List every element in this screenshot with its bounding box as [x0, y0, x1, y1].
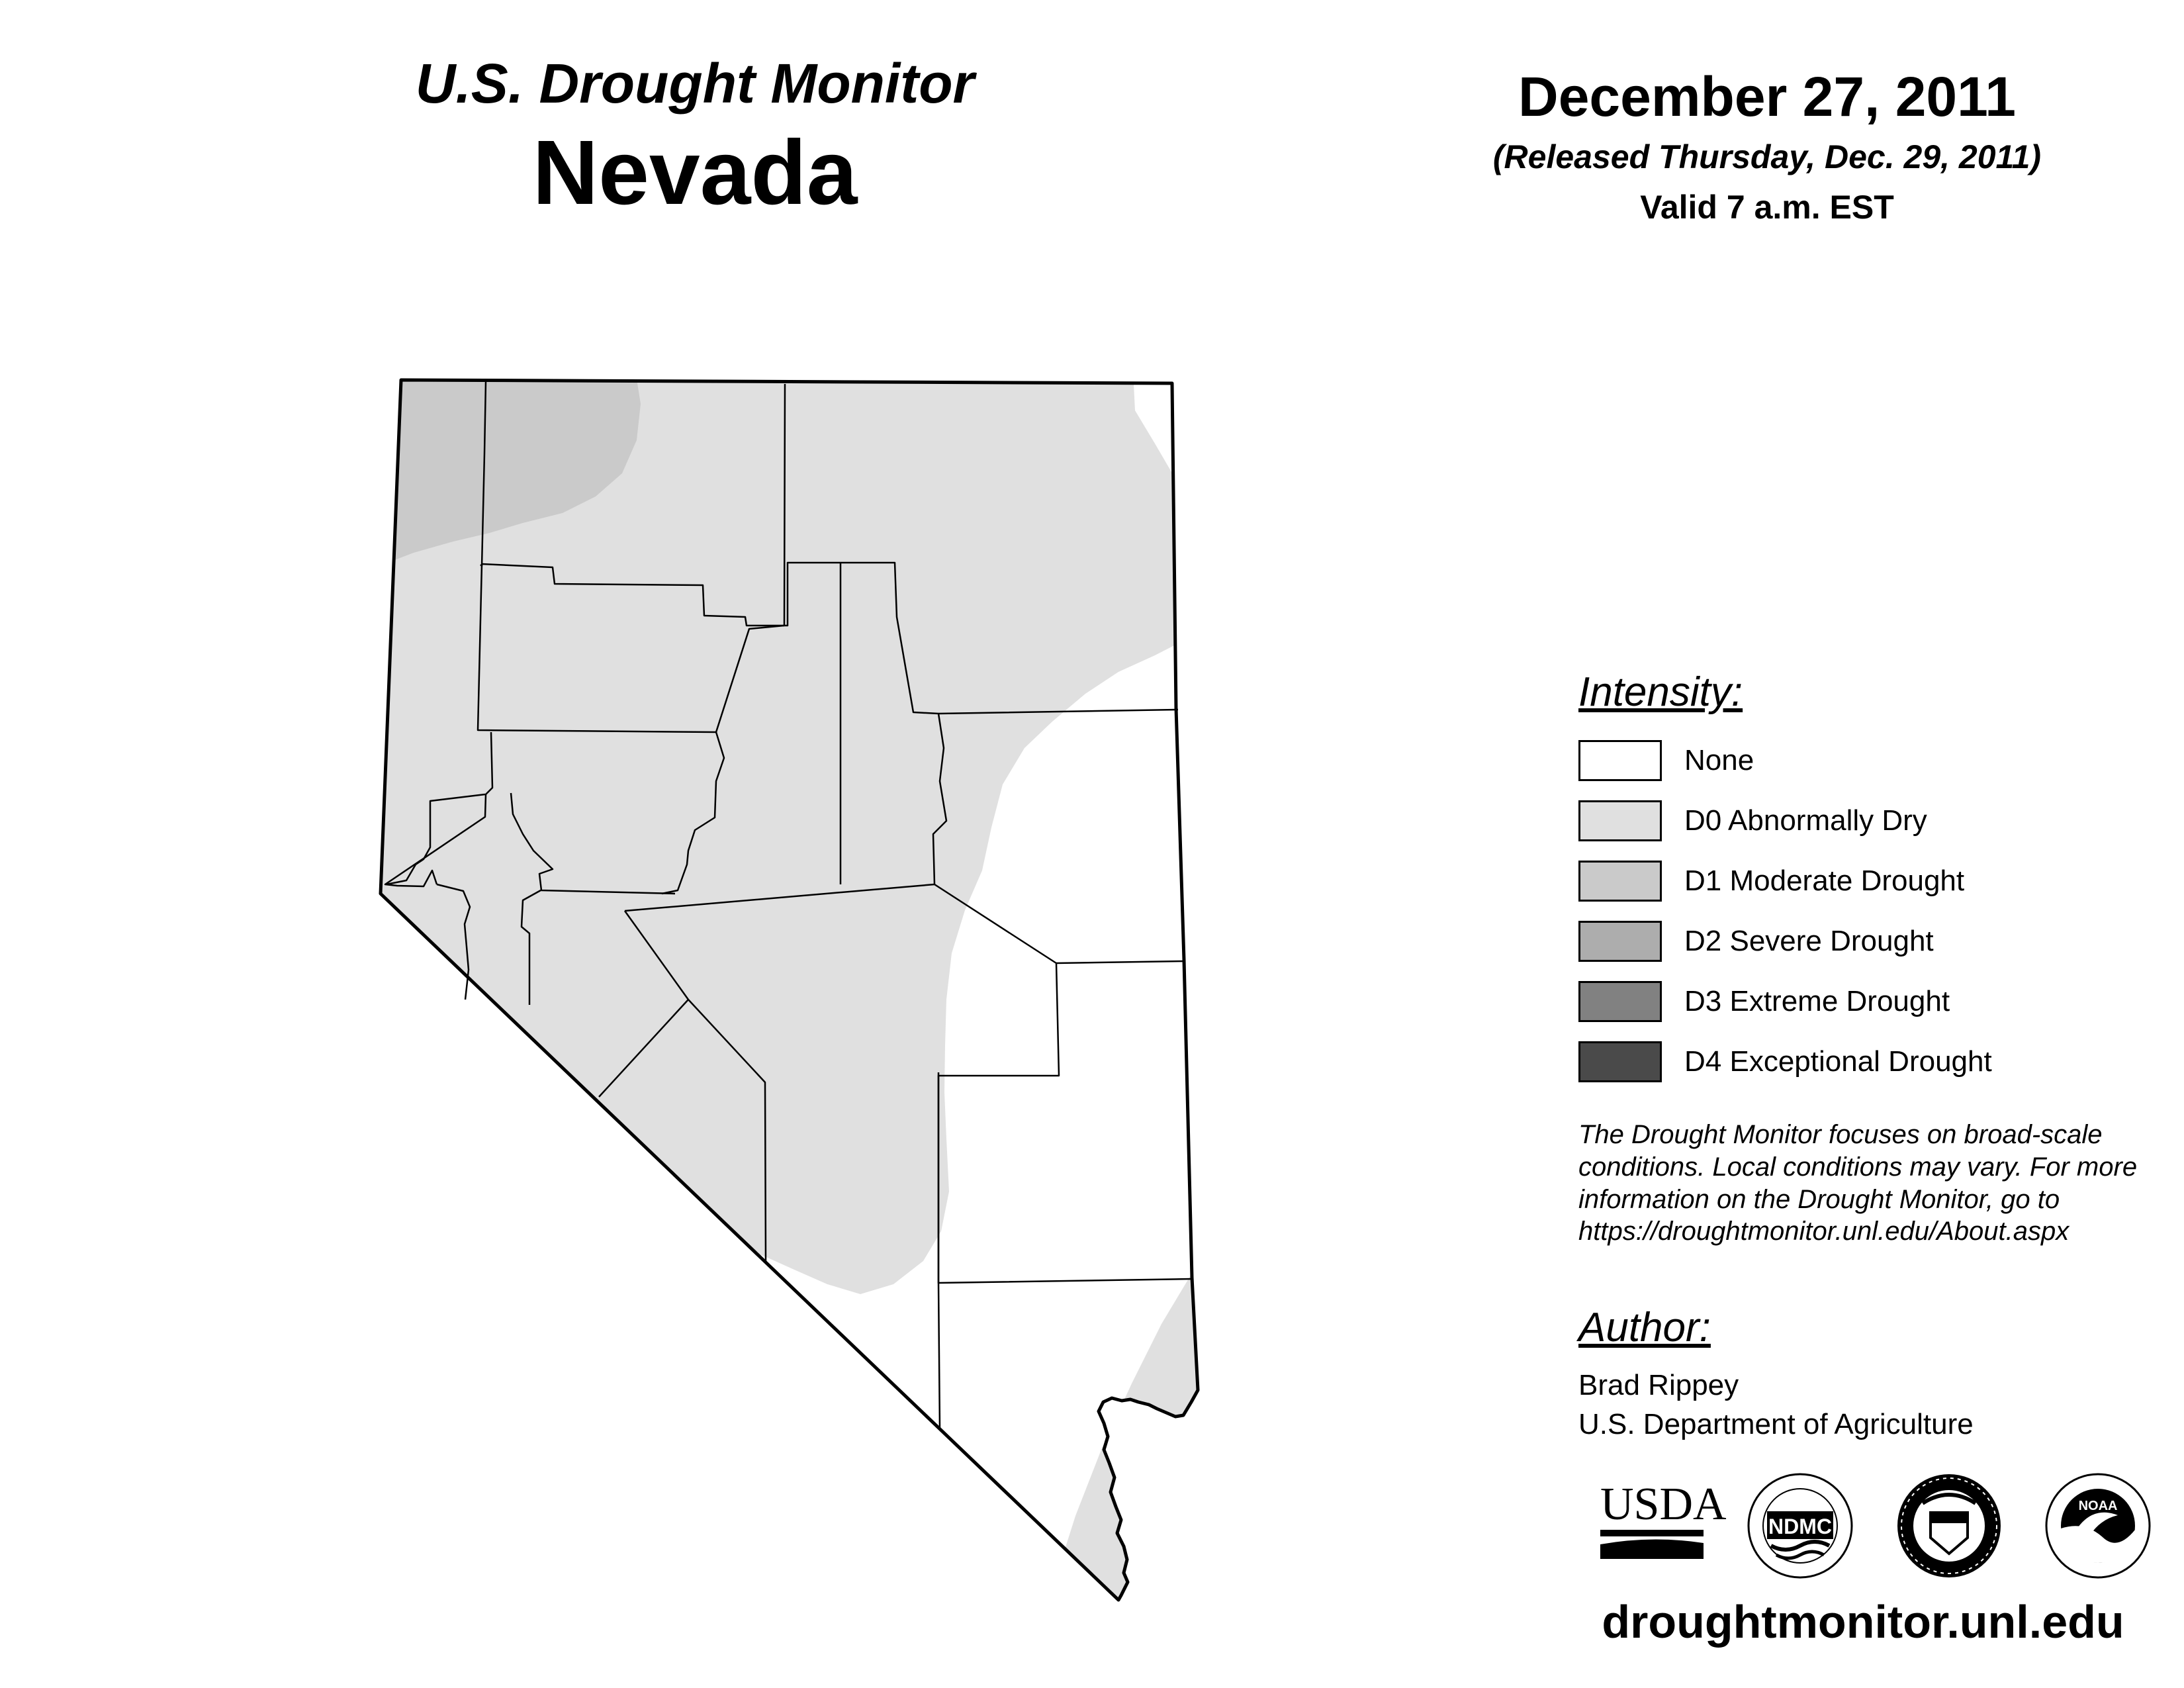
- ndmc-logo: [1749, 1474, 1852, 1577]
- legend-label: D0 Abnormally Dry: [1684, 804, 1927, 837]
- legend-swatch: [1578, 740, 1662, 781]
- legend-item-none: [1578, 730, 2174, 790]
- release-date: (Released Thursday, Dec. 29, 2011): [1492, 138, 2042, 176]
- legend-item-d4: [1578, 1031, 2174, 1092]
- legend-swatch: [1578, 921, 1662, 962]
- legend-swatch: [1578, 1041, 1662, 1082]
- disclaimer-text: The Drought Monitor focuses on broad-scale conditions. Local conditions may vary. For more information on the Drought Monitor, go to https://droughtmonitor.unl.edu/About.aspx: [1578, 1120, 2138, 1246]
- legend-item-d3: [1578, 971, 2174, 1031]
- site-url[interactable]: droughtmonitor.unl.edu: [1602, 1596, 2124, 1648]
- legend-item-d1: [1578, 851, 2174, 911]
- legend-swatch: [1578, 800, 1662, 841]
- legend-swatch: [1578, 981, 1662, 1022]
- author-title: Author:: [1578, 1305, 1711, 1350]
- legend-label: D2 Severe Drought: [1684, 924, 1934, 957]
- map-date: December 27, 2011: [1518, 66, 2016, 128]
- map-title: U.S. Drought Monitor: [415, 52, 975, 115]
- author-block: [1578, 1304, 2174, 1444]
- noaa-logo-text: NOAA: [2078, 1499, 2118, 1513]
- legend-rows: [1578, 730, 2174, 1092]
- usda-logo: [1600, 1479, 1727, 1559]
- valid-time: Valid 7 a.m. EST: [1640, 189, 1894, 226]
- author-name: Brad Rippey: [1578, 1369, 1739, 1401]
- legend-label: D4 Exceptional Drought: [1684, 1045, 1992, 1078]
- agency-logos: [1588, 1466, 2171, 1585]
- legend-label: D3 Extreme Drought: [1684, 984, 1950, 1017]
- usda-logo-text: USDA: [1600, 1479, 1727, 1530]
- noaa-logo: [2046, 1474, 2150, 1577]
- intensity-legend: [1578, 669, 2174, 1092]
- legend-swatch: [1578, 861, 1662, 902]
- legend-label: D1 Moderate Drought: [1684, 864, 1965, 897]
- author-agency: U.S. Department of Agriculture: [1578, 1408, 1974, 1441]
- legend-item-d0: [1578, 790, 2174, 851]
- legend-title: Intensity:: [1578, 669, 1743, 715]
- ndmc-logo-text: NDMC: [1768, 1515, 1832, 1538]
- commerce-seal: [1897, 1474, 2001, 1577]
- state-name: Nevada: [532, 122, 858, 224]
- legend-item-d2: [1578, 911, 2174, 971]
- legend-label: None: [1684, 743, 1754, 776]
